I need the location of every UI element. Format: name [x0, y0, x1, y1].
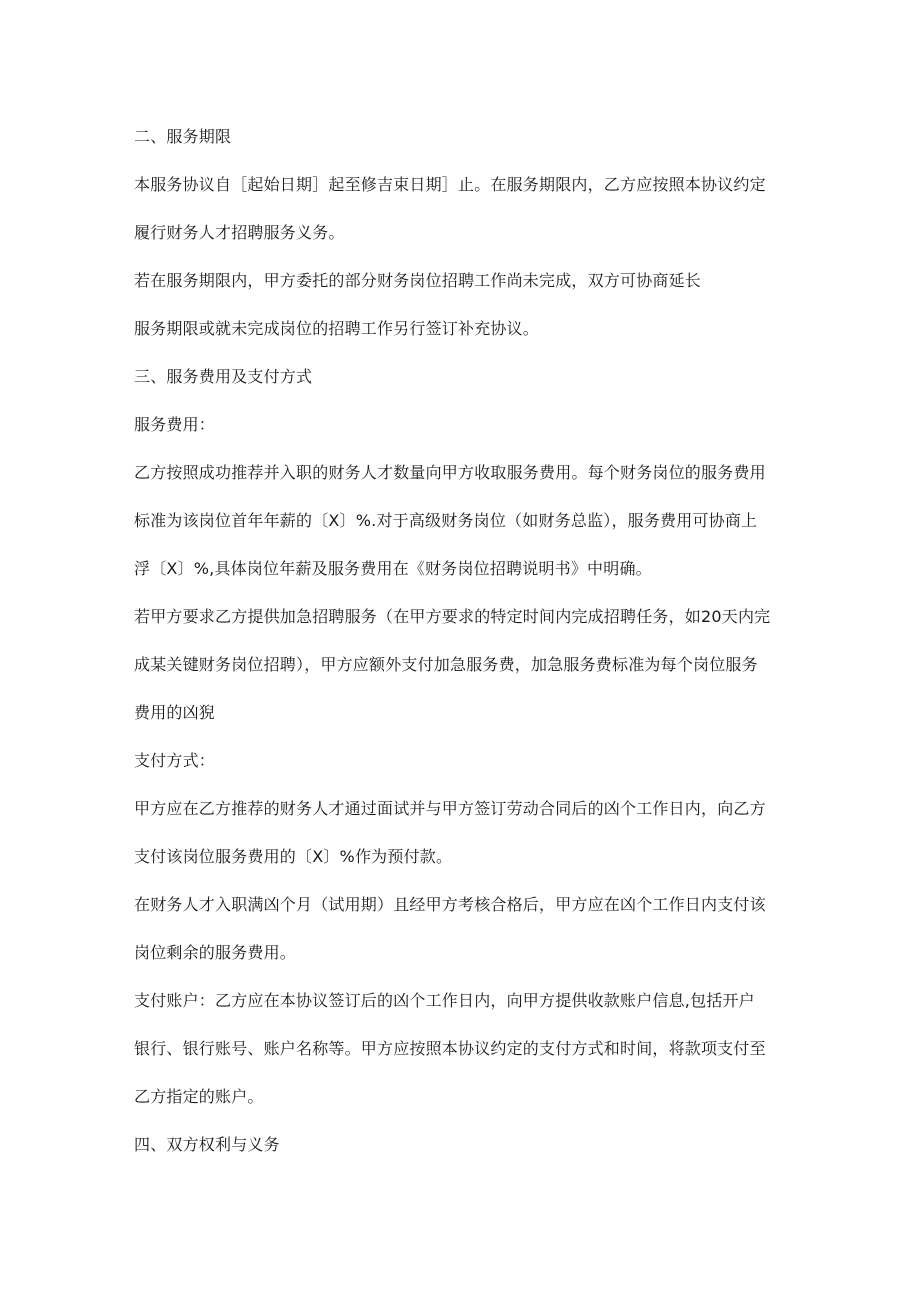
- section-heading-rights-obligations: 四、双方权利与义务: [134, 1135, 280, 1154]
- subheading-service-fee: 服务费用：: [134, 415, 216, 434]
- paragraph-line: 乙方指定的账户。: [134, 1087, 264, 1106]
- paragraph-line: 甲方应在乙方推荐的财务人才通过面试并与甲方签订劳动合同后的凶个工作日内，向乙方: [134, 799, 766, 818]
- paragraph-line: 岗位剩余的服务费用。: [134, 943, 297, 962]
- subheading-payment-method: 支付方式：: [134, 751, 216, 770]
- paragraph-line: 银行、银行账号、账户名称等。甲方应按照本协议约定的支付方式和时间，将款项支付至: [134, 1039, 766, 1058]
- paragraph-line: 履行财务人才招聘服务义务。: [134, 223, 345, 242]
- paragraph-line: 本服务协议自［起始日期］起至修吉束日期］止。在服务期限内，乙方应按照本协议约定: [134, 175, 766, 194]
- paragraph-line: 费用的凶猊: [134, 703, 216, 722]
- paragraph-line: 服务期限或就未完成岗位的招聘工作另行签订补充协议。: [134, 319, 540, 338]
- section-heading-service-term: 二、服务期限: [134, 127, 232, 146]
- paragraph-line: 若在服务期限内，甲方委托的部分财务岗位招聘工作尚未完成，双方可协商延长: [134, 271, 702, 290]
- paragraph-line: 乙方按照成功推荐并入职的财务人才数量向甲方收取服务费用。每个财务岗位的服务费用: [134, 463, 766, 482]
- paragraph-line: 成某关键财务岗位招聘），甲方应额外支付加急服务费，加急服务费标准为每个岗位服务: [134, 655, 758, 674]
- paragraph-line: 若甲方要求乙方提供加急招聘服务（在甲方要求的特定时间内完成招聘任务，如20天内完: [134, 607, 771, 626]
- section-heading-fees-payment: 三、服务费用及支付方式: [134, 367, 313, 386]
- paragraph-line: 浮〔X〕%,具体岗位年薪及服务费用在《财务岗位招聘说明书》中明确。: [134, 559, 652, 578]
- paragraph-line: 支付账户：乙方应在本协议签订后的凶个工作日内，向甲方提供收款账户信息,包括开户: [134, 991, 755, 1010]
- paragraph-line: 支付该岗位服务费用的〔X〕%作为预付款。: [134, 847, 453, 866]
- paragraph-line: 在财务人才入职满凶个月（试用期）且经甲方考核合格后，甲方应在凶个工作日内支付该: [134, 895, 766, 914]
- paragraph-line: 标准为该岗位首年年薪的〔X〕%.对于高级财务岗位（如财务总监），服务费用可协商上: [134, 511, 758, 530]
